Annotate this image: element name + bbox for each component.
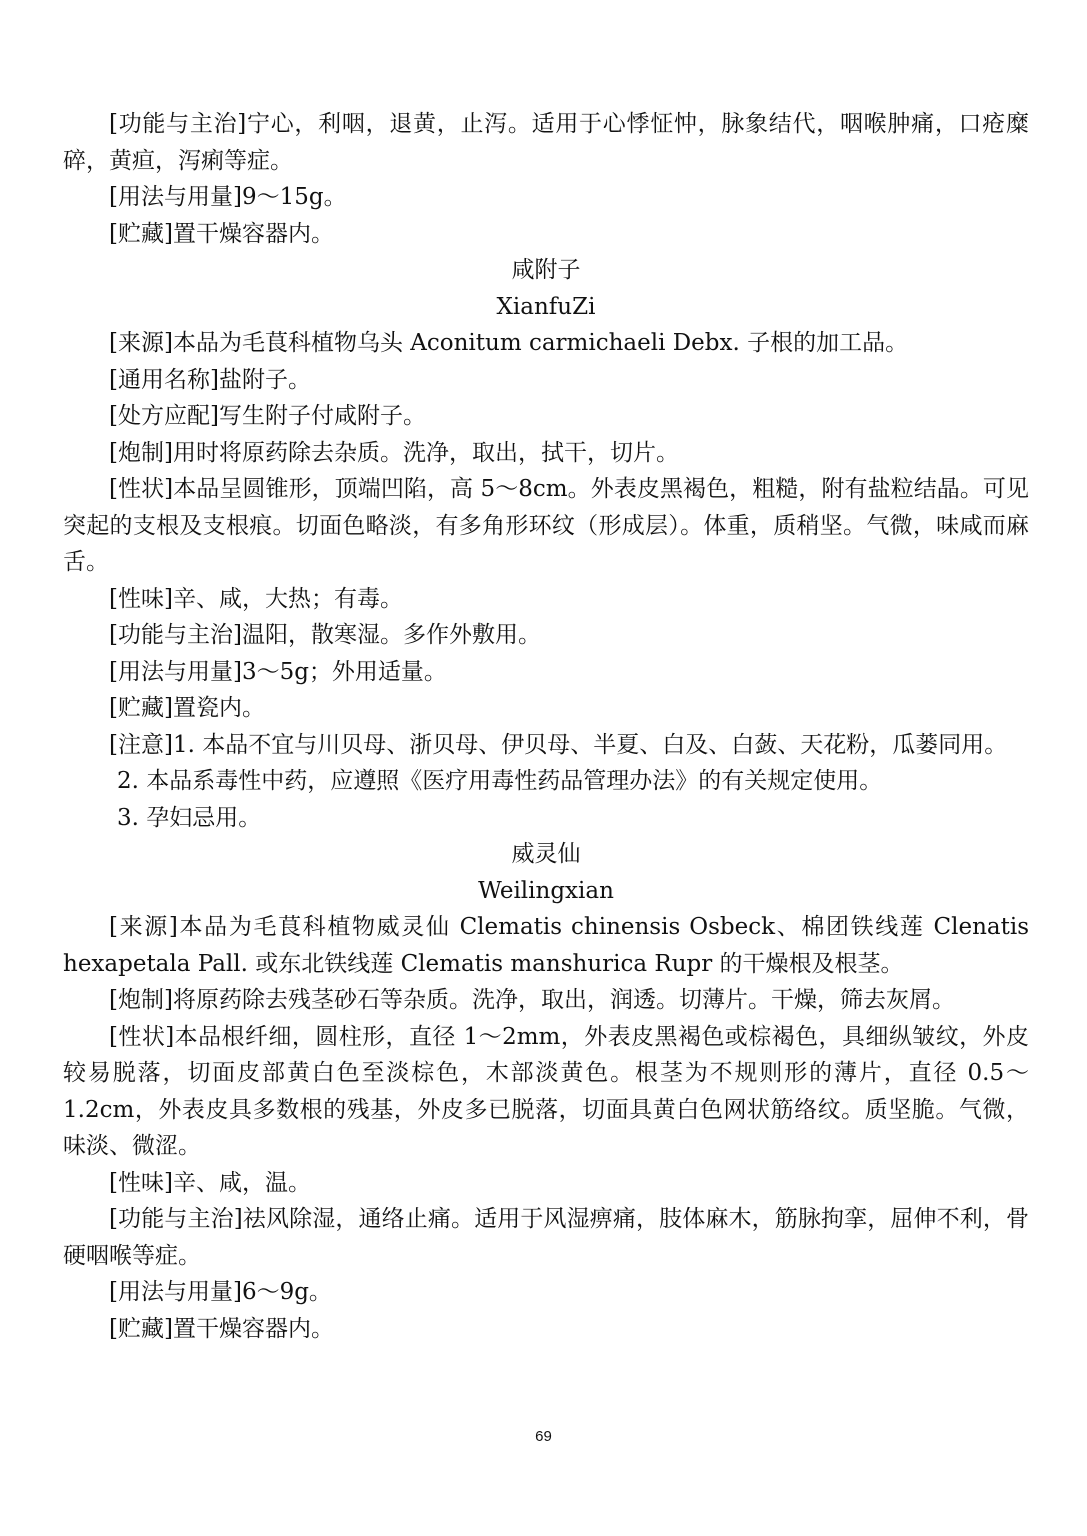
text-paragraph: [性状]本品根纤细，圆柱形，直径 1～2mm，外表皮黑褐色或棕褐色，具细纵皱纹，外皮较易脱落，切面皮部黄白色至淡棕色，木部淡黄色。根茎为不规则形的薄片，直径 0.5～1.2cm，外表皮具多数根的残基，外皮多已脱落，切面具黄白色网状筋络纹。质坚脆。气微，味淡、微涩。	[63, 1023, 1029, 1159]
text-paragraph: [功能与主治]温阳，散寒湿。多作外敷用。	[109, 622, 541, 648]
text-paragraph: [处方应配]写生附子付咸附子。	[109, 403, 426, 429]
text-paragraph: [功能与主治]祛风除湿，通络止痛。适用于风湿痹痛，肢体麻木，筋脉拘挛，屈伸不利，骨硬咽喉等症。	[63, 1206, 1029, 1269]
document-body	[63, 106, 1029, 1347]
text-paragraph: [用法与用量]9～15g。	[109, 184, 347, 210]
entry-pinyin: XianfuZi	[496, 293, 596, 320]
text-paragraph: [性状]本品呈圆锥形，顶端凹陷，高 5～8cm。外表皮黑褐色，粗糙，附有盐粒结晶。可见突起的支根及支根痕。切面色略淡，有多角形环纹（形成层）。体重，质稍坚。气微，味咸而麻舌。	[63, 476, 1029, 575]
text-paragraph: [来源]本品为毛茛科植物乌头 Aconitum carmichaeli Debx. 子根的加工品。	[109, 330, 909, 356]
text-paragraph: [贮藏]置瓷内。	[109, 695, 265, 721]
text-paragraph: [来源]本品为毛茛科植物威灵仙 Clematis chinensis Osbeck、棉团铁线莲 Clenatis hexapetala Pall. 或东北铁线莲 Clematis manshurica Rupr 的干燥根及根茎。	[63, 914, 1029, 977]
entry-pinyin: Weilingxian	[478, 877, 614, 904]
text-paragraph: [性味]辛、咸，大热；有毒。	[109, 585, 403, 612]
text-paragraph: [性味]辛、咸，温。	[109, 1169, 311, 1196]
text-paragraph: [贮藏]置干燥容器内。	[109, 220, 334, 247]
entry-title: 咸附子	[511, 257, 581, 283]
text-paragraph: [注意]1. 本品不宜与川贝母、浙贝母、伊贝母、半夏、白及、白蔹、天花粉，瓜蒌同用。	[109, 731, 1008, 758]
text-paragraph: 3. 孕妇忌用。	[117, 804, 262, 831]
text-paragraph: [炮制]用时将原药除去杂质。洗净，取出，拭干，切片。	[109, 439, 679, 466]
text-paragraph: [用法与用量]3～5g；外用适量。	[109, 658, 447, 685]
text-paragraph: [炮制]将原药除去残茎砂石等杂质。洗净，取出，润透。切薄片。干燥，筛去灰屑。	[109, 987, 955, 1013]
text-paragraph: [用法与用量]6～9g。	[109, 1279, 332, 1305]
text-paragraph: [通用名称]盐附子。	[109, 366, 311, 393]
text-paragraph: 2. 本品系毒性中药，应遵照《医疗用毒性药品管理办法》的有关规定使用。	[117, 768, 883, 794]
text-paragraph: [功能与主治]宁心，利咽，退黄，止泻。适用于心悸怔忡，脉象结代，咽喉肿痛，口疮糜碎，黄疸，泻痢等症。	[63, 111, 1029, 174]
entry-title: 威灵仙	[511, 841, 581, 867]
page-number: 69	[535, 1428, 552, 1445]
text-paragraph: [贮藏]置干燥容器内。	[109, 1315, 334, 1342]
